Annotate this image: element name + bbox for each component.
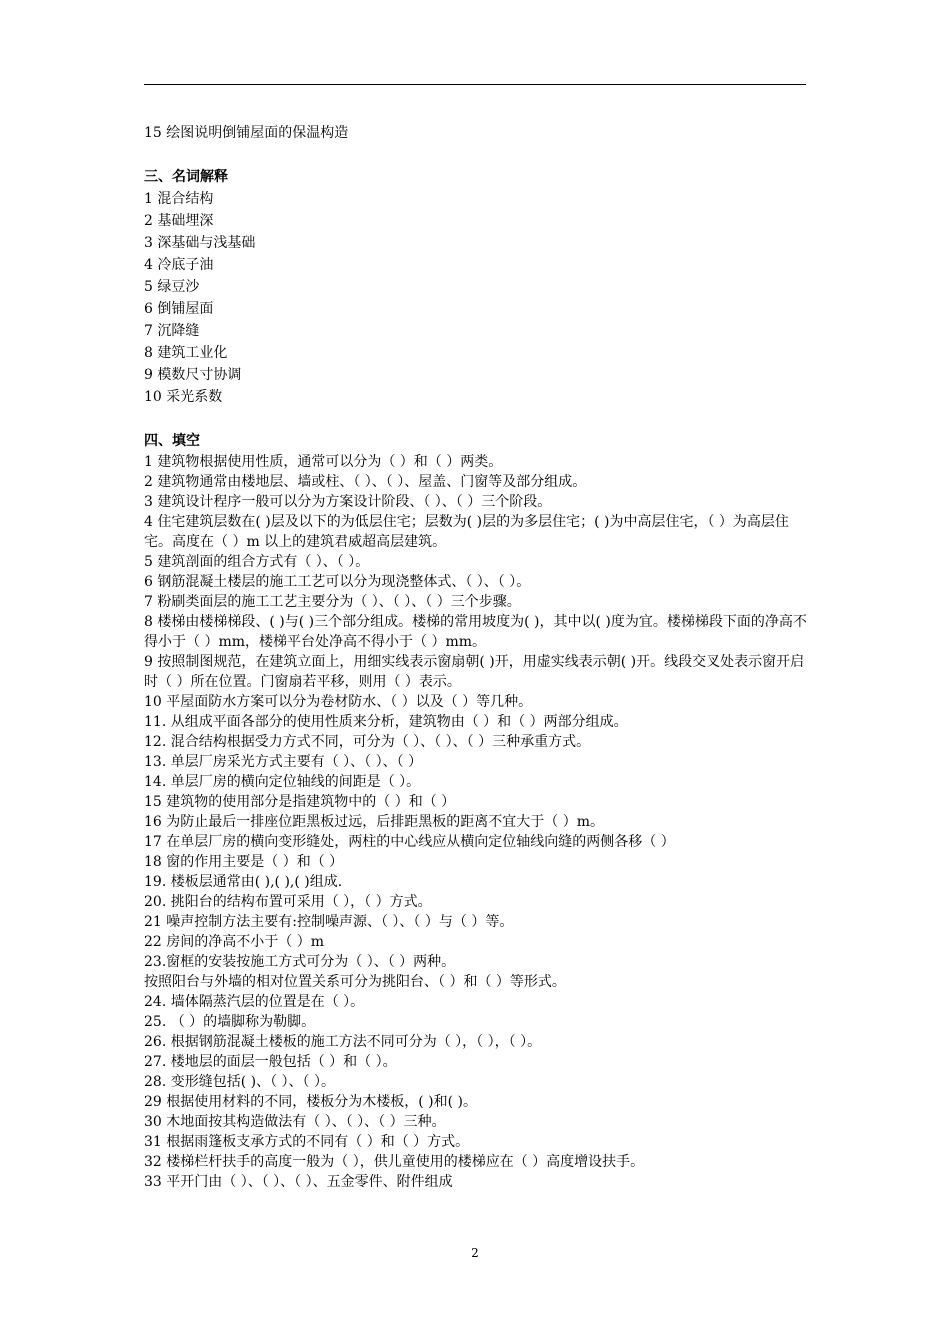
section-3-heading: 三、名词解释 xyxy=(144,169,228,185)
section-3-list xyxy=(144,188,808,408)
list-item: 按照阳台与外墙的相对位置关系可分为挑阳台、（ ）和（ ）等形式。 xyxy=(144,974,566,990)
list-item: 10 平屋面防水方案可以分为卷材防水、（ ）以及（ ）等几种。 xyxy=(144,694,533,710)
list-item: 25. （ ）的墙脚称为勒脚。 xyxy=(144,1014,316,1030)
list-item: 6 倒铺屋面 xyxy=(144,301,214,317)
question-15: 15 绘图说明倒铺屋面的保温构造 xyxy=(144,125,349,141)
list-item: 23.窗框的安装按施工方式可分为（ ）、（ ）两种。 xyxy=(144,954,456,970)
list-item: 16 为防止最后一排座位距黑板过远，后排距黑板的距离不宜大于（ ）m。 xyxy=(144,814,604,830)
list-item: 13. 单层厂房采光方式主要有（ ）、（ ）、（ ） xyxy=(144,754,423,770)
list-item: 2 建筑物通常由楼地层、墙或柱、（ ）、（ ）、屋盖、门窗等及部分组成。 xyxy=(144,474,587,490)
list-item: 24. 墙体隔蒸汽层的位置是在（ ）。 xyxy=(144,994,365,1010)
list-item: 4 冷底子油 xyxy=(144,257,214,273)
list-item: 22 房间的净高不小于（ ）m xyxy=(144,934,324,950)
list-item: 20. 挑阳台的结构布置可采用（ ），（ ）方式。 xyxy=(144,894,432,910)
header-rule xyxy=(144,84,806,85)
list-item: 8 楼梯由楼梯梯段、( )与( )三个部分组成。楼梯的常用坡度为( )，其中以( )度为宜。楼梯梯段下面的净高不得小于（ ）mm，楼梯平台处净高不得小于（ ）mm。 xyxy=(144,614,807,650)
list-item: 29 根据使用材料的不同，楼板分为木楼板，( )和( )。 xyxy=(144,1094,478,1110)
list-item: 32 楼梯栏杆扶手的高度一般为（ ），供儿童使用的楼梯应在（ ）高度增设扶手。 xyxy=(144,1154,645,1170)
list-item: 10 采光系数 xyxy=(144,389,223,405)
list-item: 9 按照制图规范，在建筑立面上，用细实线表示窗扇朝( )开，用虚实线表示朝( )开。线段交叉处表示窗开启时（ ）所在位置。门窗扇若平移，则用（ ）表示。 xyxy=(144,654,805,690)
page-number: 2 xyxy=(471,1246,479,1260)
list-item: 19. 楼板层通常由( ),( ),( )组成. xyxy=(144,874,343,890)
list-item: 14. 单层厂房的横向定位轴线的间距是（ ）。 xyxy=(144,774,421,790)
list-item: 30 木地面按其构造做法有（ ）、（ ）、（ ）三种。 xyxy=(144,1114,446,1130)
list-item: 31 根据雨篷板支承方式的不同有（ ）和（ ）方式。 xyxy=(144,1134,470,1150)
list-item: 8 建筑工业化 xyxy=(144,345,228,361)
section-4-heading: 四、填空 xyxy=(144,433,200,449)
list-item: 17 在单层厂房的横向变形缝处，两柱的中心线应从横向定位轴线向缝的两侧各移（ ） xyxy=(144,834,675,850)
list-item: 33 平开门由（ ）、（ ）、（ ）、五金零件、附件组成 xyxy=(144,1174,453,1190)
list-item: 4 住宅建筑层数在( )层及以下的为低层住宅；层数为( )层的为多层住宅；( )为中高层住宅，（ ）为高层住宅。高度在（ ）m 以上的建筑君威超高层建筑。 xyxy=(144,514,789,550)
list-item: 21 噪声控制方法主要有:控制噪声源、（ ）、（ ）与（ ）等。 xyxy=(144,914,514,930)
section-4-list xyxy=(144,452,808,1192)
list-item: 6 钢筋混凝土楼层的施工工艺可以分为现浇整体式、（ ）、（ ）。 xyxy=(144,574,531,590)
list-item: 9 模数尺寸协调 xyxy=(144,367,242,383)
list-item: 5 绿豆沙 xyxy=(144,279,200,295)
list-item: 28. 变形缝包括( )、（ ）、（ ）。 xyxy=(144,1074,335,1090)
list-item: 1 建筑物根据使用性质，通常可以分为（ ）和（ ）两类。 xyxy=(144,454,503,470)
list-item: 1 混合结构 xyxy=(144,191,214,207)
list-item: 3 建筑设计程序一般可以分为方案设计阶段、（ ）、（ ）三个阶段。 xyxy=(144,494,552,510)
list-item: 27. 楼地层的面层一般包括（ ）和（ ）。 xyxy=(144,1054,397,1070)
list-item: 15 建筑物的使用部分是指建筑物中的（ ）和（ ） xyxy=(144,794,456,810)
list-item: 7 沉降缝 xyxy=(144,323,200,339)
list-item: 12. 混合结构根据受力方式不同，可分为（ ）、（ ）、（ ）三种承重方式。 xyxy=(144,734,591,750)
page-content xyxy=(144,122,808,1192)
list-item: 5 建筑剖面的组合方式有（ ）、（ ）。 xyxy=(144,554,370,570)
list-item: 11. 从组成平面各部分的使用性质来分析，建筑物由（ ）和（ ）两部分组成。 xyxy=(144,714,628,730)
list-item: 3 深基础与浅基础 xyxy=(144,235,256,251)
list-item: 2 基础埋深 xyxy=(144,213,214,229)
list-item: 7 粉刷类面层的施工工艺主要分为（ ）、（ ）、（ ）三个步骤。 xyxy=(144,594,521,610)
list-item: 18 窗的作用主要是（ ）和（ ） xyxy=(144,854,344,870)
list-item: 26. 根据钢筋混凝土楼板的施工方法不同可分为（ ），（ ），（ ）。 xyxy=(144,1034,542,1050)
